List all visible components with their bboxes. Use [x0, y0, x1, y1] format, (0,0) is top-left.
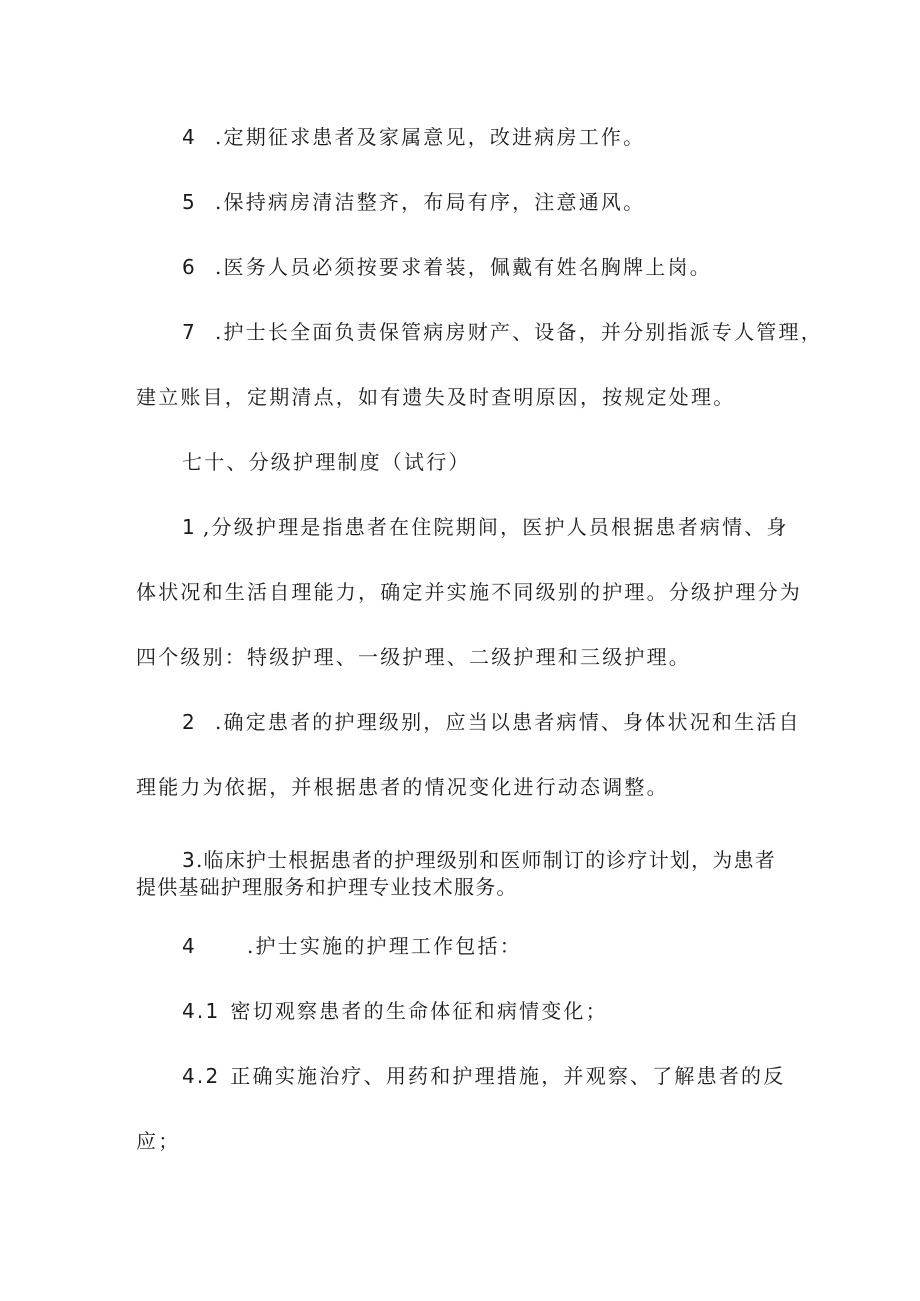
section-title: 七十、分级护理制度（试行）	[182, 450, 471, 474]
paragraph-item-7-continuation	[136, 383, 735, 411]
item-text: .临床护士根据患者的护理级别和医师制订的诊疗计划，为患者	[195, 848, 776, 872]
sub-item-4-2-line-2: 应；	[136, 1129, 181, 1153]
item-number: 4	[182, 125, 197, 149]
item-text: ,分级护理是指患者在住院期间，医护人员根据患者病情、身	[202, 515, 789, 539]
section-item-1	[182, 513, 789, 541]
section-item-2	[182, 708, 801, 736]
section-item-1-line-3: 四个级别：特级护理、一级护理、二级护理和三级护理。	[136, 645, 691, 669]
paragraph-item-5	[182, 188, 645, 216]
item-number: 7	[182, 320, 197, 344]
item-text: .确定患者的护理级别，应当以患者病情、身体状况和生活自	[214, 710, 801, 734]
item-text: .护士实施的护理工作包括：	[246, 934, 522, 958]
item-number: 4	[182, 934, 197, 958]
section-item-3-line-2: 提供基础护理服务和护理专业技术服务。	[136, 875, 518, 899]
item-number: 3	[182, 848, 196, 872]
item-number: 5	[182, 190, 197, 214]
item-text: 正确实施治疗、用药和护理措施，并观察、了解患者的反	[230, 1064, 786, 1088]
item-number: 1	[182, 515, 197, 539]
item-text: .医务人员必须按要求着装，佩戴有姓名胸牌上岗。	[214, 255, 712, 279]
paragraph-item-6	[182, 253, 712, 281]
item-text: .定期征求患者及家属意见，改进病房工作。	[214, 125, 646, 149]
sub-item-4-1	[182, 997, 608, 1025]
item-text: .保持病房清洁整齐，布局有序，注意通风。	[214, 190, 646, 214]
section-item-2-line-2: 理能力为依据，并根据患者的情况变化进行动态调整。	[136, 775, 669, 799]
item-number: 4.2	[182, 1064, 221, 1088]
section-item-4	[182, 932, 522, 960]
section-item-3	[182, 846, 776, 874]
paragraph-item-7	[182, 318, 823, 346]
sub-item-4-2	[182, 1062, 785, 1090]
paragraph-item-4	[182, 123, 645, 151]
item-number: 6	[182, 255, 197, 279]
item-text: 建立账目，定期清点，如有遗失及时查明原因，按规定处理。	[136, 385, 736, 409]
item-number: 4.1	[182, 999, 221, 1023]
item-text: .护士长全面负责保管病房财产、设备，并分别指派专人管理，	[214, 320, 823, 344]
section-item-1-line-2: 体状况和生活自理能力，确定并实施不同级别的护理。分级护理分为	[136, 580, 802, 604]
item-number: 2	[182, 710, 197, 734]
item-text: 密切观察患者的生命体征和病情变化；	[230, 999, 608, 1023]
